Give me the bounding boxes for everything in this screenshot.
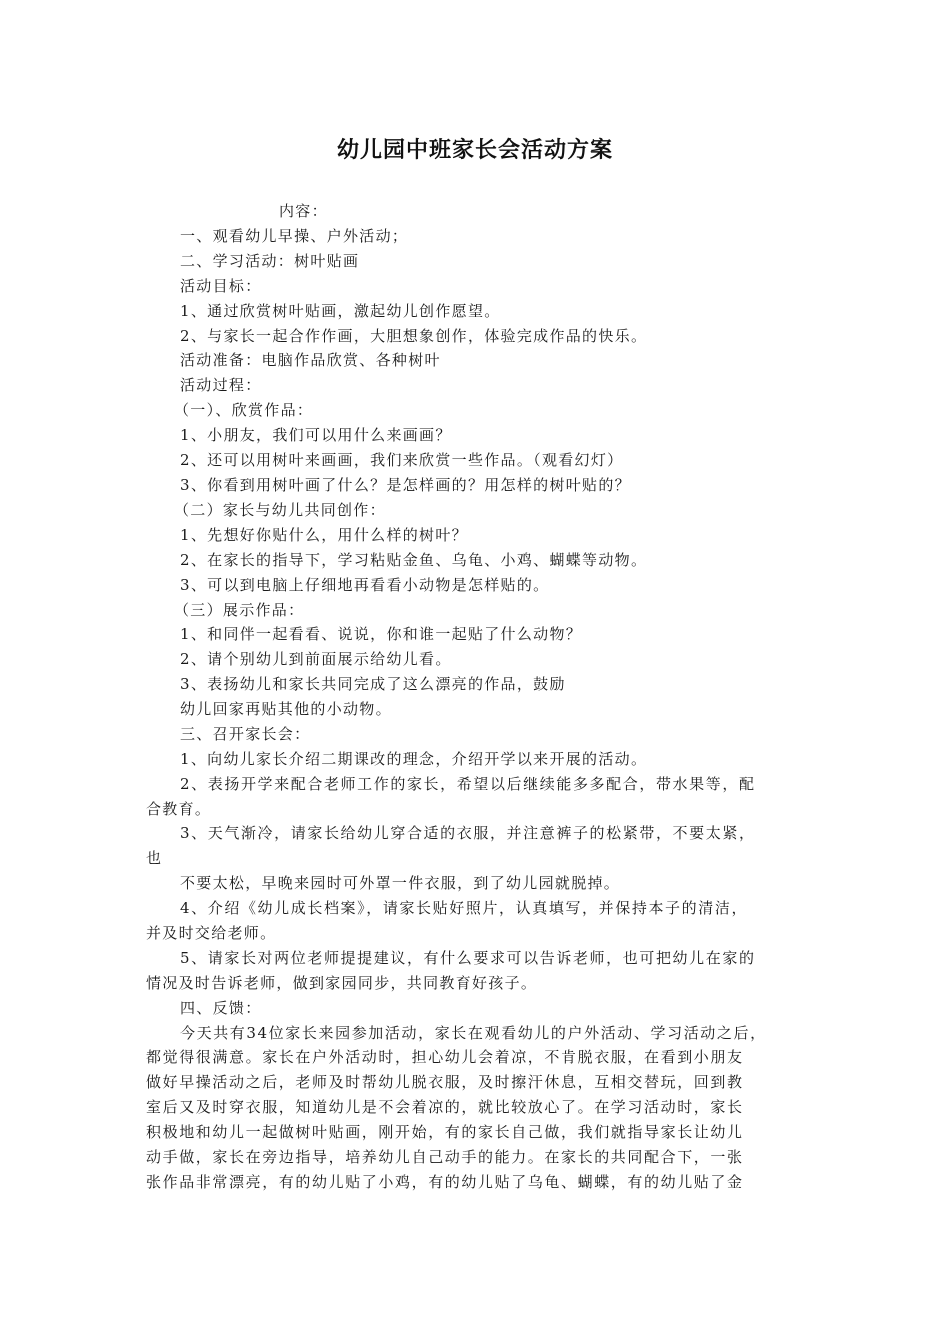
text-line: 不要太松，早晚来园时可外罩一件衣服，到了幼儿园就脱掉。: [180, 874, 621, 892]
text-line: （二）家长与幼儿共同创作：: [174, 501, 386, 519]
text-line: 四、反馈：: [180, 999, 262, 1017]
text-line: 3、可以到电脑上仔细地再看看小动物是怎样贴的。: [180, 576, 550, 594]
text-line: 2、请个别幼儿到前面展示给幼儿看。: [180, 650, 452, 668]
text-line: 1、先想好你贴什么，用什么样的树叶？: [180, 526, 468, 544]
text-line: 2、与家长一起合作作画，大胆想象创作，体验完成作品的快乐。: [180, 327, 648, 345]
text-line: 3、你看到用树叶画了什么？是怎样画的？用怎样的树叶贴的？: [180, 476, 631, 494]
text-line: 三、召开家长会：: [180, 725, 311, 743]
text-line: 活动目标：: [180, 277, 262, 295]
text-line: 3、天气渐冷，请家长给幼儿穿合适的衣服，并注意裤子的松紧带，不要太紧，: [180, 824, 756, 842]
text-line: 1、向幼儿家长介绍二期课改的理念，介绍开学以来开展的活动。: [180, 750, 648, 768]
text-line: 也: [146, 849, 163, 867]
text-line: 二、学习活动：树叶贴画: [180, 252, 360, 270]
text-line: 今天共有34位家长来园参加活动，家长在观看幼儿的户外活动、学习活动之后，: [180, 1024, 767, 1042]
text-line: 2、还可以用树叶来画画，我们来欣赏一些作品。（观看幻灯）: [180, 451, 624, 469]
text-line: 积极地和幼儿一起做树叶贴画，刚开始，有的家长自己做，我们就指导家长让幼儿: [146, 1123, 744, 1141]
text-line: 5、请家长对两位老师提提建议，有什么要求可以告诉老师，也可把幼儿在家的: [180, 949, 756, 967]
text-line: 1、小朋友，我们可以用什么来画画？: [180, 426, 452, 444]
text-line: 3、表扬幼儿和家长共同完成了这么漂亮的作品，鼓励: [180, 675, 566, 693]
text-line: 2、表扬开学来配合老师工作的家长，希望以后继续能多多配合，带水果等，配: [180, 775, 756, 793]
text-line: 1、通过欣赏树叶贴画，激起幼儿创作愿望。: [180, 302, 501, 320]
text-line: 动手做，家长在旁边指导，培养幼儿自己动手的能力。在家长的共同配合下，一张: [146, 1148, 744, 1166]
text-line: 情况及时告诉老师，做到家园同步，共同教育好孩子。: [146, 974, 538, 992]
text-line: 2、在家长的指导下，学习粘贴金鱼、乌龟、小鸡、蝴蝶等动物。: [180, 551, 648, 569]
text-line: 都觉得很满意。家长在户外活动时，担心幼儿会着凉，不肯脱衣服，在看到小朋友: [146, 1048, 744, 1066]
text-line: 幼儿回家再贴其他的小动物。: [180, 700, 392, 718]
text-line: 做好早操活动之后，老师及时帮幼儿脱衣服，及时擦汗休息，互相交替玩，回到教: [146, 1073, 744, 1091]
text-line: 1、和同伴一起看看、说说，你和谁一起贴了什么动物？: [180, 625, 583, 643]
text-line: 内容：: [279, 202, 328, 220]
document-title: 幼儿园中班家长会活动方案: [336, 138, 613, 163]
text-line: 并及时交给老师。: [146, 924, 277, 942]
text-line: 4、介绍《幼儿成长档案》，请家长贴好照片，认真填写，并保持本子的清洁，: [180, 899, 749, 917]
text-line: （一）、欣赏作品：: [174, 401, 314, 419]
text-line: 一、观看幼儿早操、户外活动；: [180, 227, 409, 245]
text-line: 活动过程：: [180, 376, 262, 394]
text-line: 张作品非常漂亮，有的幼儿贴了小鸡，有的幼儿贴了乌龟、蝴蝶，有的幼儿贴了金: [146, 1173, 744, 1191]
text-line: （三）展示作品：: [174, 601, 305, 619]
text-line: 室后又及时穿衣服，知道幼儿是不会着凉的，就比较放心了。在学习活动时，家长: [146, 1098, 744, 1116]
text-line: 活动准备：电脑作品欣赏、各种树叶: [180, 351, 441, 369]
text-line: 合教育。: [146, 800, 212, 818]
